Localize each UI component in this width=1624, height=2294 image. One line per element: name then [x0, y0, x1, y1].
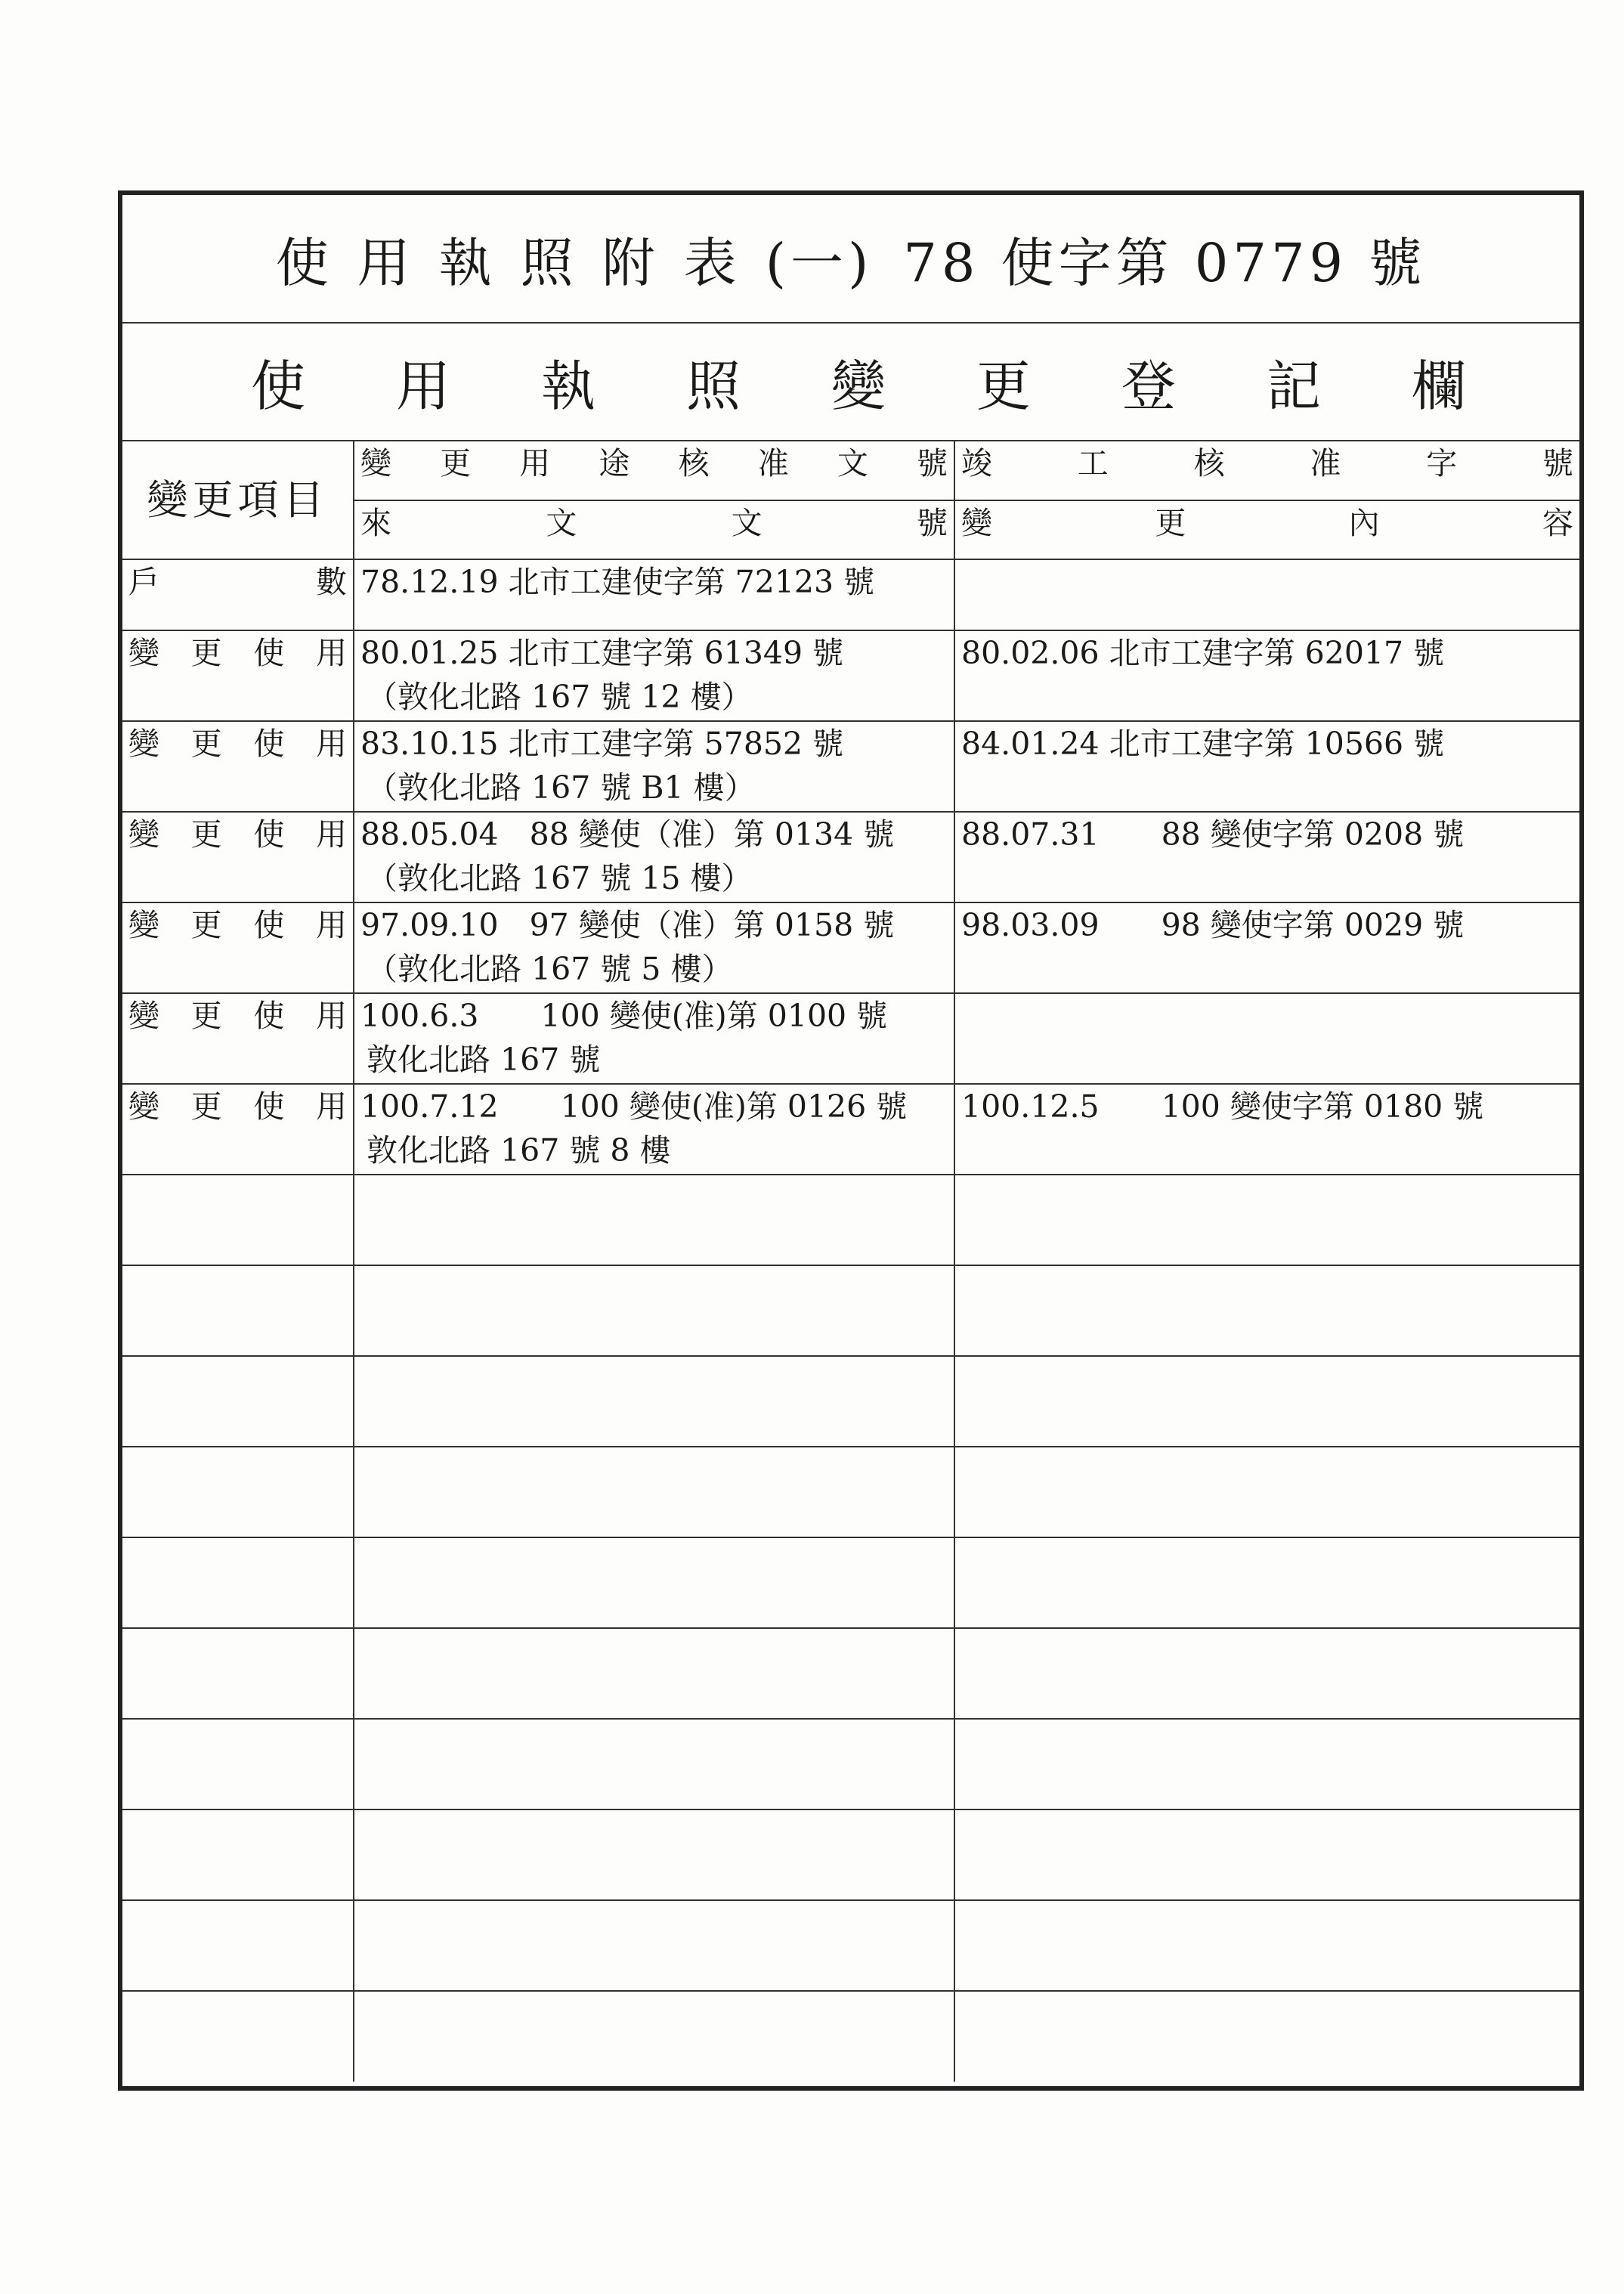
change-item-char: 戶	[128, 564, 159, 600]
empty-cell	[354, 1447, 954, 1537]
completion-no-cell	[954, 630, 1579, 721]
change-item-char: 用	[315, 998, 347, 1034]
subtitle-char: 欄	[1411, 354, 1466, 418]
header-approval-doc	[354, 441, 954, 500]
empty-row	[122, 1356, 1579, 1447]
table-row	[122, 812, 1579, 902]
empty-cell	[122, 1719, 354, 1810]
change-item-char: 更	[190, 816, 222, 853]
empty-cell	[954, 1900, 1579, 1991]
change-item-cell	[122, 993, 354, 1084]
address-line: （敦化北路 167 號 15 樓）	[367, 860, 753, 896]
header-row	[122, 441, 1579, 500]
change-item-cell	[122, 630, 354, 721]
empty-cell	[354, 1719, 954, 1810]
change-item-char: 更	[190, 907, 222, 943]
approval-doc-cell	[354, 993, 954, 1084]
empty-cell	[954, 1719, 1579, 1810]
header-char: 核	[678, 445, 710, 481]
header-char: 字	[1426, 445, 1458, 481]
header-char: 核	[1193, 445, 1225, 481]
completion-no-line: 100.12.5 100 變使字第 0180 號	[961, 1088, 1484, 1125]
change-item-char: 數	[316, 564, 347, 600]
change-item-cell	[122, 721, 354, 812]
change-item-char: 使	[253, 907, 285, 943]
change-item-char: 變	[128, 998, 159, 1034]
approval-doc-cell	[354, 812, 954, 902]
header-char: 容	[1542, 505, 1573, 541]
header-char: 變	[360, 445, 391, 481]
change-item-char: 用	[315, 726, 347, 762]
empty-cell	[354, 1265, 954, 1356]
change-item-char: 使	[253, 635, 285, 671]
empty-cell	[354, 1175, 954, 1265]
change-item-char: 用	[315, 816, 347, 853]
header-completion-no	[954, 441, 1579, 500]
change-item-cell	[122, 812, 354, 902]
change-item-char: 用	[315, 1088, 347, 1125]
completion-no-line: 98.03.09 98 變使字第 0029 號	[961, 907, 1465, 943]
subtitle-char: 登	[1121, 354, 1176, 418]
subtitle-char: 更	[976, 354, 1031, 418]
empty-row	[122, 1628, 1579, 1719]
empty-cell	[354, 1356, 954, 1447]
empty-cell	[354, 1537, 954, 1628]
header-char: 用	[519, 445, 551, 481]
empty-cell	[122, 1175, 354, 1265]
approval-doc-cell	[354, 630, 954, 721]
empty-cell	[954, 1991, 1579, 2082]
change-item-char: 更	[190, 726, 222, 762]
subtitle-char: 記	[1266, 354, 1321, 418]
empty-cell	[122, 1356, 354, 1447]
empty-cell	[954, 1356, 1579, 1447]
empty-cell	[954, 1810, 1579, 1900]
completion-no-cell	[954, 902, 1579, 993]
completion-no-line: 88.07.31 88 變使字第 0208 號	[961, 816, 1465, 853]
header-incoming-doc	[354, 500, 954, 559]
header-char: 號	[916, 505, 948, 541]
approval-doc-line: 97.09.10 97 變使（准）第 0158 號	[360, 907, 895, 943]
header-char: 准	[1310, 445, 1341, 481]
completion-no-cell	[954, 812, 1579, 902]
empty-cell	[354, 1628, 954, 1719]
header-char: 竣	[961, 445, 992, 481]
completion-no-cell	[954, 559, 1579, 630]
header-change-item: 變更項目	[122, 441, 354, 559]
empty-row	[122, 1810, 1579, 1900]
table-row	[122, 559, 1579, 630]
change-item-char: 更	[190, 1088, 222, 1125]
table-row	[122, 721, 1579, 812]
approval-doc-cell	[354, 902, 954, 993]
change-item-cell	[122, 902, 354, 993]
empty-cell	[122, 1537, 354, 1628]
form-title	[122, 195, 1579, 324]
change-item-char: 使	[253, 726, 285, 762]
change-register-table	[122, 441, 1579, 2082]
change-item-cell	[122, 1084, 354, 1175]
address-line: （敦化北路 167 號 12 樓）	[367, 679, 753, 715]
empty-cell	[954, 1537, 1579, 1628]
header-char: 內	[1348, 505, 1380, 541]
empty-cell	[354, 1991, 954, 2082]
header-change-content	[954, 500, 1579, 559]
change-item-char: 使	[253, 816, 285, 853]
change-item-char: 使	[253, 998, 285, 1034]
empty-cell	[122, 1900, 354, 1991]
table-row	[122, 993, 1579, 1084]
approval-doc-cell	[354, 721, 954, 812]
table-row	[122, 902, 1579, 993]
change-item-char: 變	[128, 1088, 159, 1125]
empty-cell	[122, 1991, 354, 2082]
completion-no-line: 84.01.24 北市工建字第 10566 號	[961, 726, 1445, 762]
approval-doc-line: 83.10.15 北市工建字第 57852 號	[360, 726, 844, 762]
empty-row	[122, 1537, 1579, 1628]
empty-cell	[954, 1175, 1579, 1265]
change-item-char: 使	[253, 1088, 285, 1125]
empty-cell	[122, 1447, 354, 1537]
header-char: 准	[757, 445, 789, 481]
empty-cell	[954, 1265, 1579, 1356]
header-char: 文	[837, 445, 868, 481]
change-item-char: 變	[128, 907, 159, 943]
subtitle-char: 執	[540, 354, 595, 418]
empty-cell	[354, 1810, 954, 1900]
empty-cell	[354, 1900, 954, 1991]
empty-cell	[122, 1265, 354, 1356]
header-char: 號	[1542, 445, 1573, 481]
form-title-paren: (一)	[765, 231, 874, 294]
address-line: 敦化北路 167 號 8 樓	[367, 1132, 671, 1169]
approval-doc-cell	[354, 559, 954, 630]
address-line: 敦化北路 167 號	[367, 1042, 601, 1078]
header-char: 途	[599, 445, 630, 481]
approval-doc-line: 80.01.25 北市工建字第 61349 號	[360, 635, 844, 671]
header-char: 工	[1077, 445, 1109, 481]
completion-no-cell	[954, 1084, 1579, 1175]
address-line: （敦化北路 167 號 B1 樓）	[367, 769, 756, 806]
empty-row	[122, 1265, 1579, 1356]
change-item-char: 變	[128, 816, 159, 853]
table-row	[122, 630, 1579, 721]
empty-row	[122, 1175, 1579, 1265]
empty-cell	[122, 1810, 354, 1900]
approval-doc-line: 88.05.04 88 變使（准）第 0134 號	[360, 816, 895, 853]
change-item-char: 更	[190, 635, 222, 671]
header-char: 來	[360, 505, 391, 541]
header-char: 更	[440, 445, 472, 481]
empty-cell	[954, 1628, 1579, 1719]
empty-row	[122, 1447, 1579, 1537]
change-item-char: 變	[128, 635, 159, 671]
change-item-char: 用	[315, 635, 347, 671]
form-title-number: 78 使字第 0779 號	[903, 231, 1427, 294]
empty-cell	[954, 1447, 1579, 1537]
completion-no-cell	[954, 721, 1579, 812]
approval-doc-line: 78.12.19 北市工建使字第 72123 號	[360, 564, 875, 600]
header-char: 號	[916, 445, 948, 481]
subtitle-char: 照	[685, 354, 741, 418]
form-title-prefix: 使用執照附表	[275, 231, 766, 294]
address-line: （敦化北路 167 號 5 樓）	[367, 951, 733, 987]
approval-doc-line: 100.7.12 100 變使(准)第 0126 號	[360, 1088, 908, 1125]
completion-no-line: 80.02.06 北市工建字第 62017 號	[961, 635, 1445, 671]
form-subtitle	[122, 324, 1579, 441]
header-char: 文	[731, 505, 763, 541]
empty-row	[122, 1900, 1579, 1991]
subtitle-char: 變	[831, 354, 886, 418]
approval-doc-cell	[354, 1084, 954, 1175]
header-char: 更	[1155, 505, 1186, 541]
change-item-cell	[122, 559, 354, 630]
license-form-frame	[118, 190, 1584, 2091]
subtitle-char: 使	[251, 354, 306, 418]
change-item-char: 變	[128, 726, 159, 762]
approval-doc-line: 100.6.3 100 變使(准)第 0100 號	[360, 998, 888, 1034]
empty-cell	[122, 1628, 354, 1719]
empty-row	[122, 1991, 1579, 2082]
completion-no-cell	[954, 993, 1579, 1084]
change-item-char: 用	[315, 907, 347, 943]
header-char: 文	[546, 505, 577, 541]
table-row	[122, 1084, 1579, 1175]
header-char: 變	[961, 505, 992, 541]
subtitle-char: 用	[395, 354, 450, 418]
change-item-char: 更	[190, 998, 222, 1034]
empty-row	[122, 1719, 1579, 1810]
